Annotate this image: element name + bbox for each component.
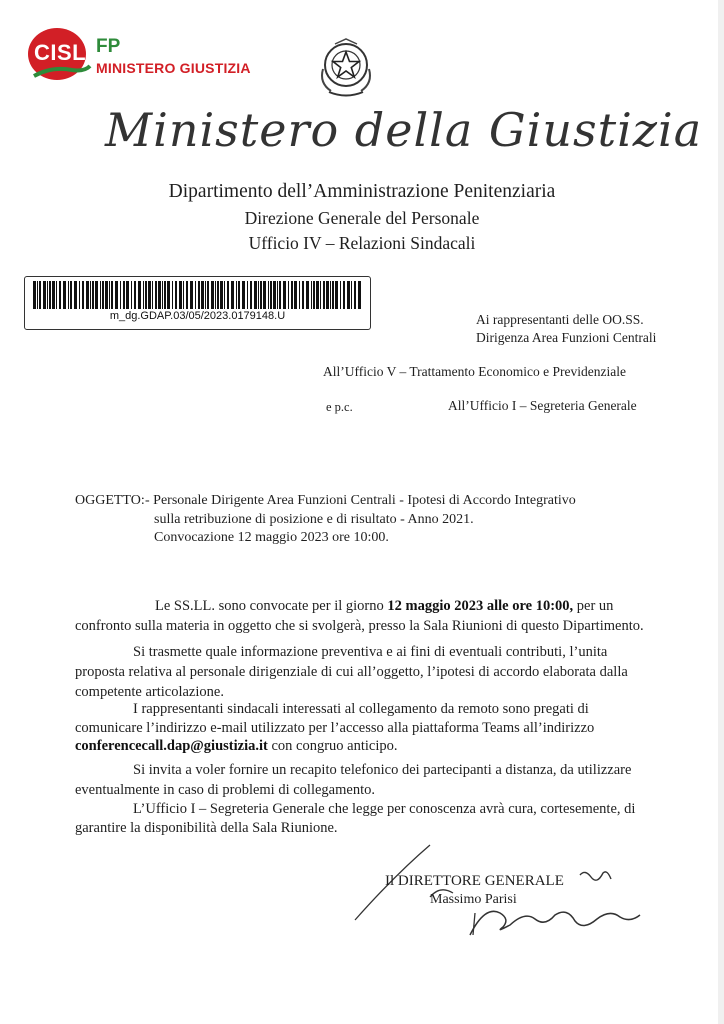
- logo-brand: CISL: [34, 40, 87, 65]
- department-name: Dipartimento dell’Amministrazione Penitenziaria: [168, 181, 556, 202]
- subject-label: OGGETTO:: [75, 493, 145, 508]
- body-line: [75, 738, 398, 755]
- office-name: Ufficio IV – Relazioni Sindacali: [248, 233, 476, 253]
- cc-label: e p.c.: [326, 400, 353, 414]
- cisl-fp-logo: [28, 28, 268, 84]
- body-line: garantire la disponibilità della Sala Riunione.: [75, 820, 338, 836]
- logo-subtitle: MINISTERO GIUSTIZIA: [96, 60, 251, 76]
- subject-line: sulla retribuzione di posizione e di risultato - Anno 2021.: [154, 512, 474, 527]
- recipient-line: Ai rappresentanti delle OO.SS.: [476, 312, 644, 327]
- recipient-line: All’Ufficio V – Trattamento Economico e Previdenziale: [323, 364, 626, 379]
- recipient-line: All’Ufficio I – Segreteria Generale: [448, 398, 637, 413]
- ministry-title: Ministero della Giustizia: [105, 103, 703, 157]
- body-line: [155, 598, 613, 615]
- logo-brand-suffix: FP: [96, 36, 121, 57]
- italian-republic-emblem-icon: [315, 35, 377, 99]
- signatory-title: Il DIRETTORE GENERALE: [385, 873, 564, 889]
- email-address: conferencecall.dap@giustizia.it: [75, 738, 268, 754]
- logo-swoosh-icon: [32, 62, 92, 80]
- handwritten-signature-icon: [335, 835, 655, 945]
- protocol-number: m_dg.GDAP.03/05/2023.0179148.U: [109, 310, 286, 322]
- body-text: Le SS.LL. sono convocate per il giorno: [155, 598, 388, 614]
- barcode-icon: [33, 281, 363, 309]
- direction-name: Direzione Generale del Personale: [244, 208, 480, 228]
- recipient-line: Dirigenza Area Funzioni Centrali: [476, 330, 657, 345]
- body-text: per un: [573, 598, 614, 614]
- body-text: con congruo anticipo.: [267, 738, 398, 754]
- body-line: comunicare l’indirizzo e-mail utilizzato per l’accesso alla piattaforma Teams all’indirizzo: [75, 720, 595, 736]
- body-line: proposta relativa al personale dirigenziale di cui all’oggetto, l’ipotesi di accordo elaborata dalla: [75, 664, 628, 680]
- body-line: competente articolazione.: [75, 684, 224, 700]
- body-line: L’Ufficio I – Segreteria Generale che legge per conoscenza avrà cura, cortesemente, di: [133, 801, 636, 817]
- subject-line: Convocazione 12 maggio 2023 ore 10:00.: [154, 530, 389, 545]
- body-line: eventualmente in caso di problemi di collegamento.: [75, 782, 375, 798]
- signatory-name: Massimo Parisi: [430, 892, 517, 907]
- body-line: Si invita a voler fornire un recapito telefonico dei partecipanti a distanza, da utilizzare: [133, 762, 632, 778]
- body-line: I rappresentanti sindacali interessati al collegamento da remoto sono pregati di: [133, 701, 589, 717]
- page-edge: [718, 0, 724, 1024]
- protocol-barcode: [24, 276, 371, 330]
- body-line: Si trasmette quale informazione preventiva e ai fini di eventuali contributi, l’unita: [133, 644, 608, 660]
- body-line: confronto sulla materia in oggetto che si svolgerà, presso la Sala Riunioni di questo Dipartimento.: [75, 618, 644, 634]
- meeting-date: 12 maggio 2023 alle ore 10:00,: [387, 598, 574, 614]
- subject-line: - Personale Dirigente Area Funzioni Centrali - Ipotesi di Accordo Integrativo: [145, 493, 576, 508]
